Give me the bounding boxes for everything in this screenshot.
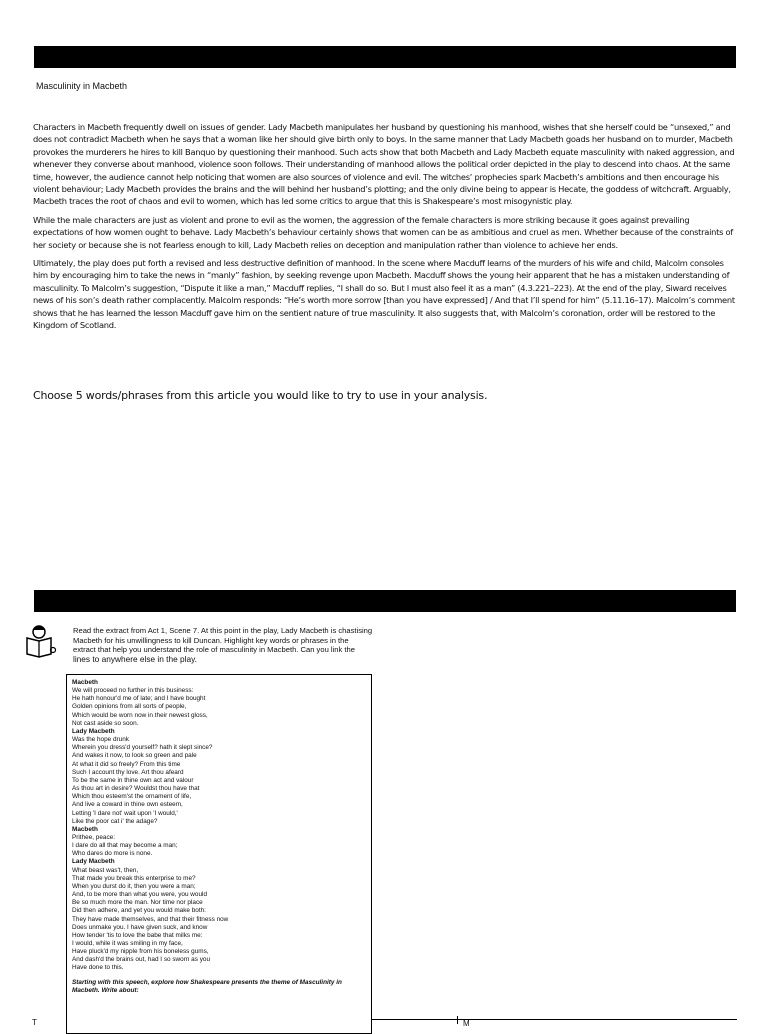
extract-line: I dare do all that may become a man; [72, 842, 178, 850]
extract-line: At what it did so freely? From this time [72, 760, 181, 768]
extract-line: Have done to this. [72, 964, 124, 972]
extract-line: What beast was't, then, [72, 866, 139, 874]
reading-person-icon [24, 624, 58, 658]
extract-line: And live a coward in thine own esteem, [72, 801, 183, 809]
extract-line: Not cast aside so soon. [72, 719, 139, 727]
extract-line: Prithee, peace: [72, 833, 115, 841]
extract-line: Wherein you dress'd yourself? hath it slept since? [72, 744, 213, 752]
speaker-name: Lady Macbeth [72, 727, 115, 735]
table-cell-left: T [32, 1018, 37, 1027]
extract-line: As thou art in desire? Wouldst thou have that [72, 785, 200, 793]
table-top-rule [372, 1019, 737, 1020]
extract-task: Starting with this speech, explore how Shakespeare presents the theme of Masculinity in Macbeth. Write about: [72, 978, 342, 994]
extract-line: And wakes it now, to look so green and pale [72, 752, 197, 760]
table-cell-right: M [463, 1019, 470, 1028]
extract-line: Letting 'I dare not' wait upon 'I would,' [72, 809, 178, 817]
header-bar-section [34, 590, 736, 612]
table-column-divider [457, 1016, 458, 1024]
speaker-name: Macbeth [72, 825, 98, 833]
extract-lines [72, 679, 366, 973]
extract-line: Golden opinions from all sorts of people, [72, 703, 187, 711]
header-bar-top [34, 46, 736, 68]
extract-line: And, to be more than what you were, you would [72, 891, 207, 899]
extract-line: Was the hope drunk [72, 736, 129, 744]
extract-line: Did then adhere, and yet you would make both: [72, 907, 206, 915]
article-paragraph: Ultimately, the play does put forth a revised and less destructive definition of manhood. In the scene where Macduff learns of the murders of his wife and child, Malcolm consoles him by encouraging him to take the news in “manly” fashion, by seeking revenge upon Macbeth. Macduff shows the young heir apparent that he has a mistaken understanding of masculinity. To Malcolm’s suggestion, “Dispute it like a man,” Macduff replies, “I shall do so. But I must also feel it as a man” (4.3.221–223). At the end of the play, Siward receives news of his son’s death rather complacently. Malcolm responds: “He’s worth more sorrow [than you have expressed] / And that I’ll spend for him” (5.11.16–17). Malcolm’s comment shows that he has learned the lesson Macduff gave him on the sentient nature of true masculinity. It also suggests that, with Malcolm’s coronation, order will be restored to the Kingdom of Scotland. [33, 258, 735, 331]
extract-line: That made you break this enterprise to me? [72, 874, 196, 882]
extract-line: Be so much more the man. Nor time nor place [72, 899, 203, 907]
extract-line: When you durst do it, then you were a man; [72, 882, 196, 890]
extract-instructions [73, 626, 373, 664]
speaker-name: Lady Macbeth [72, 858, 115, 866]
extract-box [66, 674, 372, 1034]
extract-line: We will proceed no further in this business: [72, 687, 194, 695]
extract-line: He hath honour'd me of late; and I have bought [72, 695, 206, 703]
vocabulary-prompt: Choose 5 words/phrases from this article you would like to try to use in your analysis. [33, 389, 488, 402]
speaker-name: Macbeth [72, 679, 98, 686]
extract-line: Like the poor cat i' the adage? [72, 817, 158, 825]
extract-line: To be the same in thine own act and valour [72, 776, 194, 784]
extract-line: Which would be worn now in their newest gloss, [72, 711, 208, 719]
extract-line: How tender 'tis to love the babe that milks me: [72, 931, 203, 939]
extract-line: I would, while it was smiling in my face, [72, 940, 183, 947]
extract-line: Who dares do more is none. [72, 850, 153, 858]
extract-line: Does unmake you. I have given suck, and know [72, 923, 208, 931]
extract-line: Which thou esteem'st the ornament of life, [72, 793, 192, 801]
page-subtitle: Masculinity in Macbeth [36, 81, 128, 91]
instructions-tail: lines to anywhere else in the play. [73, 653, 197, 664]
extract-line: They have made themselves, and that their fitness now [72, 915, 229, 923]
article-body [33, 121, 737, 338]
extract-line: And dash'd the brains out, had I so sworn as you [72, 956, 210, 964]
instructions-text: Read the extract from Act 1, Scene 7. At this point in the play, Lady Macbeth is chastising Macbeth for his unwillingness to kill Duncan. Highlight key words or phrases in the extract that help you understand the role of masculinity in Macbeth. Can you link the [73, 626, 373, 655]
extract-line: Such I account thy love. Art thou afeard [72, 768, 184, 776]
article-paragraph: Characters in Macbeth frequently dwell on issues of gender. Lady Macbeth manipulates her husband by questioning his manhood, wishes that she herself could be “unsexed,” and does not contradict Macbeth when he says that a woman like her should give birth only to boys. In the same manner that Lady Macbeth goads her husband on to murder, Macbeth provokes the murderers he hires to kill Banquo by questioning their manhood. Such acts show that both Macbeth and Lady Macbeth equate masculinity with naked aggression, and whenever they converse about manhood, violence soon follows. Their understanding of manhood allows the political order depicted in the play to descend into chaos. At the same time, however, the audience cannot help noticing that women are also sources of violence and evil. The witches’ prophecies spark Macbeth’s ambitions and then encourage his violent behaviour; Lady Macbeth provides the brains and the will behind her husband’s plotting; and the only divine being to appear is Hecate, the goddess of witchcraft. Arguably, Macbeth traces the root of chaos and evil to women, which has led some critics to argue that this is Shakespeare’s most misogynistic play. [33, 122, 735, 207]
extract-line: Have pluck'd my nipple from his boneless gums, [72, 948, 209, 956]
article-paragraph: While the male characters are just as violent and prone to evil as the women, the aggression of the female characters is more striking because it goes against prevailing expectations of how women ought to behave. Lady Macbeth’s behaviour certainly shows that women can be as ambitious and cruel as men. Whether because of the constraints of her society or because she is not fearless enough to kill, Lady Macbeth relies on deception and manipulation rather than violence to achieve her ends. [33, 214, 733, 250]
